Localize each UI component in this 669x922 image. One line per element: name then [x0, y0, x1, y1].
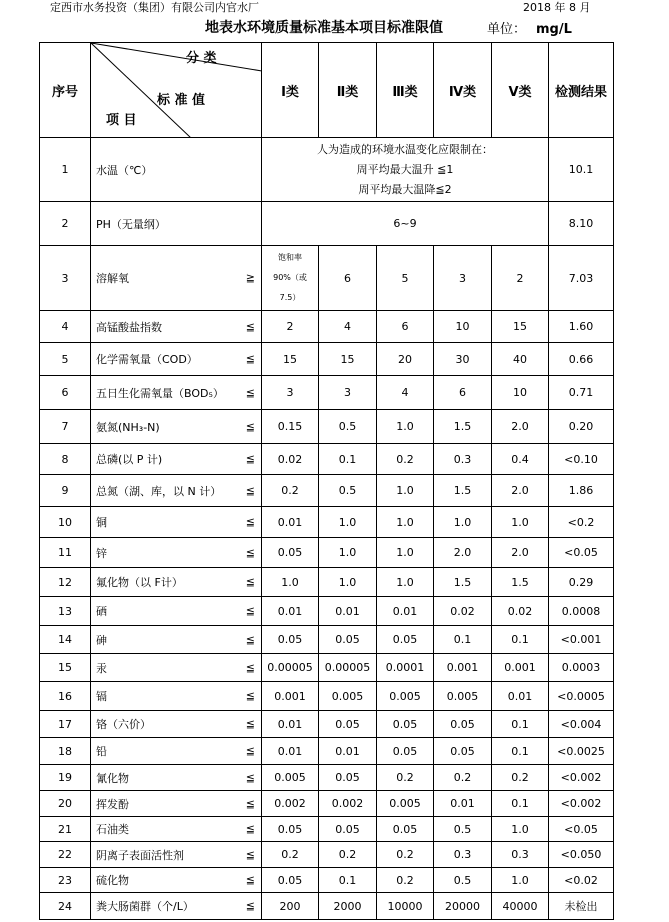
class-2-value: 0.05 — [319, 626, 377, 654]
item-name — [91, 597, 262, 626]
operator-symbol: ≦ — [245, 717, 255, 731]
class-3-value: 4 — [377, 376, 434, 410]
class-2-value: 0.01 — [319, 597, 377, 626]
row-number: 6 — [40, 376, 91, 410]
item-name-text: 挥发酚 — [96, 797, 129, 811]
class-3-value: 1.0 — [377, 538, 434, 568]
result-value: 7.03 — [549, 246, 614, 311]
class-5-value: 2 — [492, 246, 549, 311]
class-4-value: 0.001 — [434, 654, 492, 682]
result-value: <0.02 — [549, 868, 614, 893]
class-2-value: 0.1 — [319, 868, 377, 893]
header-item: 项 目 — [106, 113, 137, 128]
class-2-value: 4 — [319, 311, 377, 343]
class-4-value: 0.5 — [434, 817, 492, 842]
result-value: <0.10 — [549, 444, 614, 475]
table-row — [40, 311, 614, 343]
class-3-value: 0.0001 — [377, 654, 434, 682]
result-value: 0.20 — [549, 410, 614, 444]
class-3-value: 1.0 — [377, 410, 434, 444]
class-2-value: 0.5 — [319, 410, 377, 444]
class-1-value: 0.05 — [262, 538, 319, 568]
item-name — [91, 626, 262, 654]
item-name — [91, 202, 262, 246]
table-row — [40, 791, 614, 817]
c1-line-2: 90%（或 — [273, 273, 307, 282]
result-value: 10.1 — [549, 138, 614, 202]
result-value: <0.004 — [549, 711, 614, 738]
operator-symbol: ≦ — [245, 633, 255, 646]
class-2-value: 0.1 — [319, 444, 377, 475]
operator-symbol: ≦ — [245, 484, 255, 497]
operator-symbol: ≦ — [245, 848, 255, 861]
class-1-value: 0.05 — [262, 817, 319, 842]
result-value: <0.001 — [549, 626, 614, 654]
class-5-value: 1.0 — [492, 507, 549, 538]
class-4-value: 0.5 — [434, 868, 492, 893]
class-3-value: 0.01 — [377, 597, 434, 626]
class-4-value: 10 — [434, 311, 492, 343]
operator-symbol: ≦ — [245, 822, 255, 836]
item-name — [91, 893, 262, 920]
class-2-value: 3 — [319, 376, 377, 410]
ph-range: 6~9 — [262, 202, 549, 246]
table-row — [40, 538, 614, 568]
table-row — [40, 682, 614, 711]
item-name-text: 氨氮(NH₃-N) — [96, 420, 160, 434]
header-standard: 标 准 值 — [157, 93, 206, 108]
class-2-value: 0.002 — [319, 791, 377, 817]
result-value: 0.71 — [549, 376, 614, 410]
table-row — [40, 410, 614, 444]
table-row — [40, 202, 614, 246]
item-name — [91, 410, 262, 444]
result-value: <0.0025 — [549, 738, 614, 765]
item-name — [91, 475, 262, 507]
class-2-value: 0.01 — [319, 738, 377, 765]
header-class-1: Ⅰ类 — [262, 43, 319, 138]
class-5-value: 10 — [492, 376, 549, 410]
operator-symbol: ≦ — [245, 771, 255, 784]
class-4-value: 1.5 — [434, 475, 492, 507]
class-2-value: 6 — [319, 246, 377, 311]
operator-symbol: ≦ — [245, 320, 255, 333]
class-3-value: 0.005 — [377, 791, 434, 817]
class-3-value: 6 — [377, 311, 434, 343]
table-row — [40, 842, 614, 868]
item-name-text: 五日生化需氧量（BOD₅） — [96, 386, 224, 400]
class-3-value: 0.05 — [377, 626, 434, 654]
table-row — [40, 817, 614, 842]
class-1-value: 0.15 — [262, 410, 319, 444]
class-4-value: 0.2 — [434, 765, 492, 791]
item-name — [91, 654, 262, 682]
row-number: 5 — [40, 343, 91, 376]
class-5-value: 0.4 — [492, 444, 549, 475]
table-row — [40, 444, 614, 475]
unit-label: 单位： — [487, 22, 527, 37]
class-5-value: 1.0 — [492, 817, 549, 842]
water-temp-note — [262, 138, 549, 202]
class-1-value: 0.2 — [262, 842, 319, 868]
operator-symbol: ≦ — [245, 744, 255, 758]
class-2-value: 0.05 — [319, 817, 377, 842]
table-row — [40, 738, 614, 765]
result-value: <0.0005 — [549, 682, 614, 711]
operator-symbol: ≦ — [245, 661, 255, 674]
class-3-value: 0.2 — [377, 842, 434, 868]
class-1-value: 0.2 — [262, 475, 319, 507]
item-name — [91, 817, 262, 842]
class-5-value: 0.1 — [492, 791, 549, 817]
result-value: 1.86 — [549, 475, 614, 507]
note-line-1: 人为造成的环境水温变化应限制在： — [317, 142, 493, 156]
item-name — [91, 138, 262, 202]
item-name — [91, 311, 262, 343]
class-1-value: 3 — [262, 376, 319, 410]
item-name — [91, 444, 262, 475]
item-name-text: 总磷(以 P 计) — [96, 453, 163, 466]
result-value: <0.05 — [549, 538, 614, 568]
table-row — [40, 765, 614, 791]
result-value: 0.0008 — [549, 597, 614, 626]
header-seq: 序号 — [40, 43, 91, 138]
operator-symbol: ≦ — [245, 546, 255, 559]
table-row — [40, 597, 614, 626]
class-3-value: 0.2 — [377, 444, 434, 475]
class-4-value: 0.1 — [434, 626, 492, 654]
operator-symbol: ≦ — [245, 352, 255, 366]
class-5-value: 15 — [492, 311, 549, 343]
table-row — [40, 893, 614, 920]
class-2-value: 15 — [319, 343, 377, 376]
row-number: 16 — [40, 682, 91, 711]
class-1-value: 1.0 — [262, 568, 319, 597]
class-5-value: 2.0 — [492, 475, 549, 507]
item-name — [91, 538, 262, 568]
header-class-4: Ⅳ类 — [434, 43, 492, 138]
page-title: 地表水环境质量标准基本项目标准限值 — [205, 20, 443, 36]
item-name — [91, 711, 262, 738]
class-1-value: 0.005 — [262, 765, 319, 791]
class-3-value: 0.005 — [377, 682, 434, 711]
result-value: <0.05 — [549, 817, 614, 842]
operator-symbol: ≦ — [245, 899, 255, 913]
standards-table — [39, 42, 614, 920]
class-4-value: 0.01 — [434, 791, 492, 817]
class-3-value: 1.0 — [377, 568, 434, 597]
item-name — [91, 568, 262, 597]
result-value: <0.002 — [549, 791, 614, 817]
result-value: <0.002 — [549, 765, 614, 791]
class-5-value: 0.1 — [492, 738, 549, 765]
item-name — [91, 738, 262, 765]
class-1-value: 0.01 — [262, 711, 319, 738]
report-date: 2018 年 8 月 — [523, 1, 591, 14]
row-number: 17 — [40, 711, 91, 738]
result-value: <0.2 — [549, 507, 614, 538]
item-name-text: 锌 — [96, 546, 107, 560]
table-header-row — [40, 43, 614, 138]
note-line-3: 周平均最大温降≦2 — [358, 182, 452, 196]
row-number: 1 — [40, 138, 91, 202]
class-4-value: 6 — [434, 376, 492, 410]
row-number: 11 — [40, 538, 91, 568]
item-name-text: 氰化物 — [96, 771, 129, 785]
class-3-value: 0.2 — [377, 765, 434, 791]
operator-symbol: ≦ — [245, 689, 255, 703]
item-name-text: 高锰酸盐指数 — [96, 320, 162, 334]
operator-symbol: ≦ — [245, 420, 255, 433]
class-5-value: 2.0 — [492, 538, 549, 568]
row-number: 3 — [40, 246, 91, 311]
class-1-value: 200 — [262, 893, 319, 920]
class-4-value: 0.05 — [434, 738, 492, 765]
item-name — [91, 791, 262, 817]
item-name-text: 溶解氧 — [96, 272, 129, 285]
class-5-value: 2.0 — [492, 410, 549, 444]
table-row — [40, 475, 614, 507]
company-name: 定西市水务投资（集团）有限公司内官水厂 — [50, 1, 259, 14]
result-value: 0.29 — [549, 568, 614, 597]
item-name-text: 铅 — [96, 745, 107, 758]
row-number: 14 — [40, 626, 91, 654]
class-4-value: 2.0 — [434, 538, 492, 568]
class-3-value: 20 — [377, 343, 434, 376]
operator-symbol: ≧ — [245, 271, 255, 285]
class-3-value: 1.0 — [377, 507, 434, 538]
class-4-value: 3 — [434, 246, 492, 311]
class-4-value: 1.5 — [434, 410, 492, 444]
class-5-value: 40000 — [492, 893, 549, 920]
item-name-text: 氟化物（以 F计） — [96, 576, 183, 589]
class-2-value: 0.2 — [319, 842, 377, 868]
table-row — [40, 376, 614, 410]
operator-symbol: ≦ — [245, 604, 255, 618]
row-number: 13 — [40, 597, 91, 626]
row-number: 8 — [40, 444, 91, 475]
row-number: 18 — [40, 738, 91, 765]
class-3-value: 1.0 — [377, 475, 434, 507]
class-1-value: 2 — [262, 311, 319, 343]
class-2-value: 1.0 — [319, 507, 377, 538]
unit-value: mg/L — [536, 22, 572, 37]
row-number: 10 — [40, 507, 91, 538]
row-number: 7 — [40, 410, 91, 444]
operator-symbol: ≦ — [245, 575, 255, 589]
item-name — [91, 246, 262, 311]
header-class-2: Ⅱ类 — [319, 43, 377, 138]
class-4-value: 0.05 — [434, 711, 492, 738]
item-name-text: 汞 — [96, 661, 107, 675]
item-name — [91, 842, 262, 868]
result-value: 1.60 — [549, 311, 614, 343]
class-1-value: 0.01 — [262, 738, 319, 765]
header-diagonal-cell — [91, 43, 262, 138]
item-name-text: 砷 — [96, 633, 107, 647]
class-5-value: 0.001 — [492, 654, 549, 682]
class-4-value: 0.02 — [434, 597, 492, 626]
header-class-3: Ⅲ类 — [377, 43, 434, 138]
item-name-text: 镉 — [96, 690, 107, 703]
class-5-value: 0.02 — [492, 597, 549, 626]
class-5-value: 0.3 — [492, 842, 549, 868]
class-1-value: 0.05 — [262, 868, 319, 893]
c1-line-1: 饱和率 — [278, 253, 302, 262]
class-2-value: 0.5 — [319, 475, 377, 507]
class-5-value: 0.01 — [492, 682, 549, 711]
class-4-value: 0.3 — [434, 842, 492, 868]
note-line-2: 周平均最大温升 ≦1 — [356, 162, 454, 176]
class-1-value — [262, 246, 319, 311]
table-row — [40, 711, 614, 738]
item-name-text: 硫化物 — [96, 874, 129, 887]
class-4-value: 0.3 — [434, 444, 492, 475]
item-name-text: 化学需氧量（COD） — [96, 353, 198, 366]
item-name-text: 石油类 — [96, 823, 129, 836]
class-4-value: 1.5 — [434, 568, 492, 597]
operator-symbol: ≦ — [245, 452, 255, 466]
class-3-value: 0.05 — [377, 738, 434, 765]
class-3-value: 0.2 — [377, 868, 434, 893]
standard-rows — [40, 311, 614, 920]
item-name-text: PH（无量纲） — [96, 217, 166, 231]
class-5-value: 1.5 — [492, 568, 549, 597]
row-number: 22 — [40, 842, 91, 868]
class-5-value: 0.2 — [492, 765, 549, 791]
table-row — [40, 507, 614, 538]
class-4-value: 30 — [434, 343, 492, 376]
class-2-value: 0.00005 — [319, 654, 377, 682]
result-value: 未检出 — [549, 893, 614, 920]
class-1-value: 0.002 — [262, 791, 319, 817]
row-number: 15 — [40, 654, 91, 682]
class-2-value: 2000 — [319, 893, 377, 920]
row-number: 2 — [40, 202, 91, 246]
table-row — [40, 246, 614, 311]
item-name-text: 铜 — [96, 516, 107, 529]
item-name-text: 硒 — [96, 605, 107, 618]
operator-symbol: ≦ — [245, 797, 255, 810]
class-1-value: 0.01 — [262, 507, 319, 538]
result-value: <0.050 — [549, 842, 614, 868]
class-2-value: 0.05 — [319, 711, 377, 738]
class-3-value: 10000 — [377, 893, 434, 920]
item-name-text: 阴离子表面活性剂 — [96, 848, 184, 862]
item-name — [91, 376, 262, 410]
item-name-text: 总氮（湖、库，以 N 计） — [96, 484, 222, 498]
class-4-value: 20000 — [434, 893, 492, 920]
class-1-value: 0.01 — [262, 597, 319, 626]
table-row — [40, 568, 614, 597]
item-name — [91, 868, 262, 893]
item-name — [91, 343, 262, 376]
operator-symbol: ≦ — [245, 873, 255, 887]
class-2-value: 1.0 — [319, 568, 377, 597]
header-class-5: Ⅴ类 — [492, 43, 549, 138]
row-number: 19 — [40, 765, 91, 791]
row-number: 4 — [40, 311, 91, 343]
row-number: 9 — [40, 475, 91, 507]
class-3-value: 0.05 — [377, 711, 434, 738]
row-number: 21 — [40, 817, 91, 842]
table-row — [40, 868, 614, 893]
item-name-text: 铬（六价） — [96, 718, 151, 731]
class-4-value: 0.005 — [434, 682, 492, 711]
class-2-value: 0.005 — [319, 682, 377, 711]
class-4-value: 1.0 — [434, 507, 492, 538]
class-1-value: 0.02 — [262, 444, 319, 475]
class-1-value: 0.00005 — [262, 654, 319, 682]
item-name — [91, 507, 262, 538]
class-2-value: 1.0 — [319, 538, 377, 568]
row-number: 20 — [40, 791, 91, 817]
row-number: 12 — [40, 568, 91, 597]
class-1-value: 0.05 — [262, 626, 319, 654]
table-row — [40, 654, 614, 682]
table-row — [40, 626, 614, 654]
class-3-value: 0.05 — [377, 817, 434, 842]
result-value: 0.66 — [549, 343, 614, 376]
result-value: 8.10 — [549, 202, 614, 246]
row-number: 23 — [40, 868, 91, 893]
item-name-text: 水温（℃） — [96, 163, 153, 177]
class-5-value: 0.1 — [492, 626, 549, 654]
class-1-value: 0.001 — [262, 682, 319, 711]
class-5-value: 40 — [492, 343, 549, 376]
table-row — [40, 138, 614, 202]
c1-line-3: 7.5） — [279, 293, 301, 302]
item-name-text: 粪大肠菌群（个/L） — [96, 900, 194, 913]
row-number: 24 — [40, 893, 91, 920]
item-name — [91, 765, 262, 791]
header-category: 分 类 — [186, 51, 217, 66]
result-value: 0.0003 — [549, 654, 614, 682]
header-result: 检测结果 — [549, 43, 614, 138]
unit — [487, 18, 572, 37]
table-row — [40, 343, 614, 376]
class-5-value: 0.1 — [492, 711, 549, 738]
operator-symbol: ≦ — [245, 386, 255, 399]
class-3-value: 5 — [377, 246, 434, 311]
class-5-value: 1.0 — [492, 868, 549, 893]
operator-symbol: ≦ — [245, 515, 255, 529]
item-name — [91, 682, 262, 711]
class-2-value: 0.05 — [319, 765, 377, 791]
class-1-value: 15 — [262, 343, 319, 376]
